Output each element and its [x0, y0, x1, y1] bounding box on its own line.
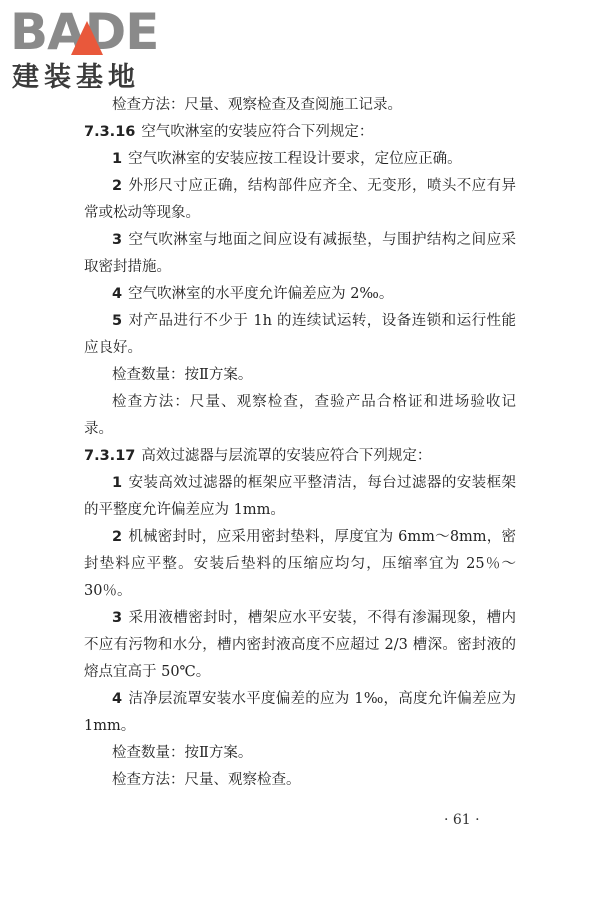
item-number: 5 — [112, 313, 123, 329]
item-text: 空气吹淋室的水平度允许偏差应为 2‰。 — [128, 286, 394, 302]
list-item — [84, 227, 516, 281]
item-text: 安装高效过滤器的框架应平整清洁，每台过滤器的安装框架的平整度允许偏差应为 1mm。 — [84, 475, 516, 518]
paragraph — [84, 362, 516, 389]
page-number: · 61 · — [444, 812, 480, 828]
paragraph — [84, 389, 516, 443]
list-item — [84, 173, 516, 227]
list-item — [84, 524, 516, 605]
item-text: 外形尺寸应正确，结构部件应齐全、无变形，喷头不应有异常或松动等现象。 — [84, 178, 516, 221]
item-number: 3 — [112, 232, 123, 248]
item-text: 洁净层流罩安装水平度偏差的应为 1‰，高度允许偏差应为 1mm。 — [84, 691, 516, 734]
bade-logo — [10, 4, 180, 96]
item-number: 2 — [112, 178, 123, 194]
clause-heading — [84, 119, 516, 146]
item-text: 采用液槽密封时，槽架应水平安装，不得有渗漏现象，槽内不应有污物和水分，槽内密封液高度不应超过 2/3 槽深。密封液的熔点宜高于 50℃。 — [84, 610, 516, 680]
list-item — [84, 470, 516, 524]
list-item — [84, 686, 516, 740]
logo-triangle-mark — [71, 21, 103, 55]
clause-text: 空气吹淋室的安装应符合下列规定： — [141, 124, 374, 140]
clause-heading — [84, 443, 516, 470]
logo-subtitle: 建装基地 — [12, 62, 140, 93]
item-number: 4 — [112, 691, 123, 707]
paragraph-text: 检查数量：按Ⅱ方案。 — [112, 367, 253, 383]
paragraph — [84, 767, 516, 794]
clause-text: 高效过滤器与层流罩的安装应符合下列规定： — [141, 448, 432, 464]
document-body — [84, 92, 516, 794]
list-item — [84, 281, 516, 308]
list-item — [84, 605, 516, 686]
paragraph-text: 检查方法：尺量、观察检查及查阅施工记录。 — [112, 97, 402, 113]
item-number: 2 — [112, 529, 123, 545]
clause-number: 7.3.17 — [84, 448, 136, 464]
paragraph-text: 检查方法：尺量、观察检查，查验产品合格证和进场验收记录。 — [84, 394, 516, 437]
item-number: 3 — [112, 610, 123, 626]
item-number: 4 — [112, 286, 123, 302]
item-text: 空气吹淋室的安装应按工程设计要求，定位应正确。 — [128, 151, 462, 167]
paragraph-text: 检查方法：尺量、观察检查。 — [112, 772, 301, 788]
item-text: 机械密封时，应采用密封垫料，厚度宜为 6mm～8mm，密封垫料应平整。安装后垫料的压缩应均匀，压缩率宜为 25％～30％。 — [84, 529, 516, 599]
logo-wordmark: BADE — [10, 3, 159, 61]
item-number: 1 — [112, 151, 123, 167]
paragraph-text: 检查数量：按Ⅱ方案。 — [112, 745, 253, 761]
paragraph — [84, 92, 516, 119]
paragraph — [84, 740, 516, 767]
item-number: 1 — [112, 475, 123, 491]
list-item — [84, 146, 516, 173]
clause-number: 7.3.16 — [84, 124, 136, 140]
list-item — [84, 308, 516, 362]
item-text: 对产品进行不少于 1h 的连续试运转，设备连锁和运行性能应良好。 — [84, 313, 516, 356]
item-text: 空气吹淋室与地面之间应设有减振垫，与围护结构之间应采取密封措施。 — [84, 232, 516, 275]
